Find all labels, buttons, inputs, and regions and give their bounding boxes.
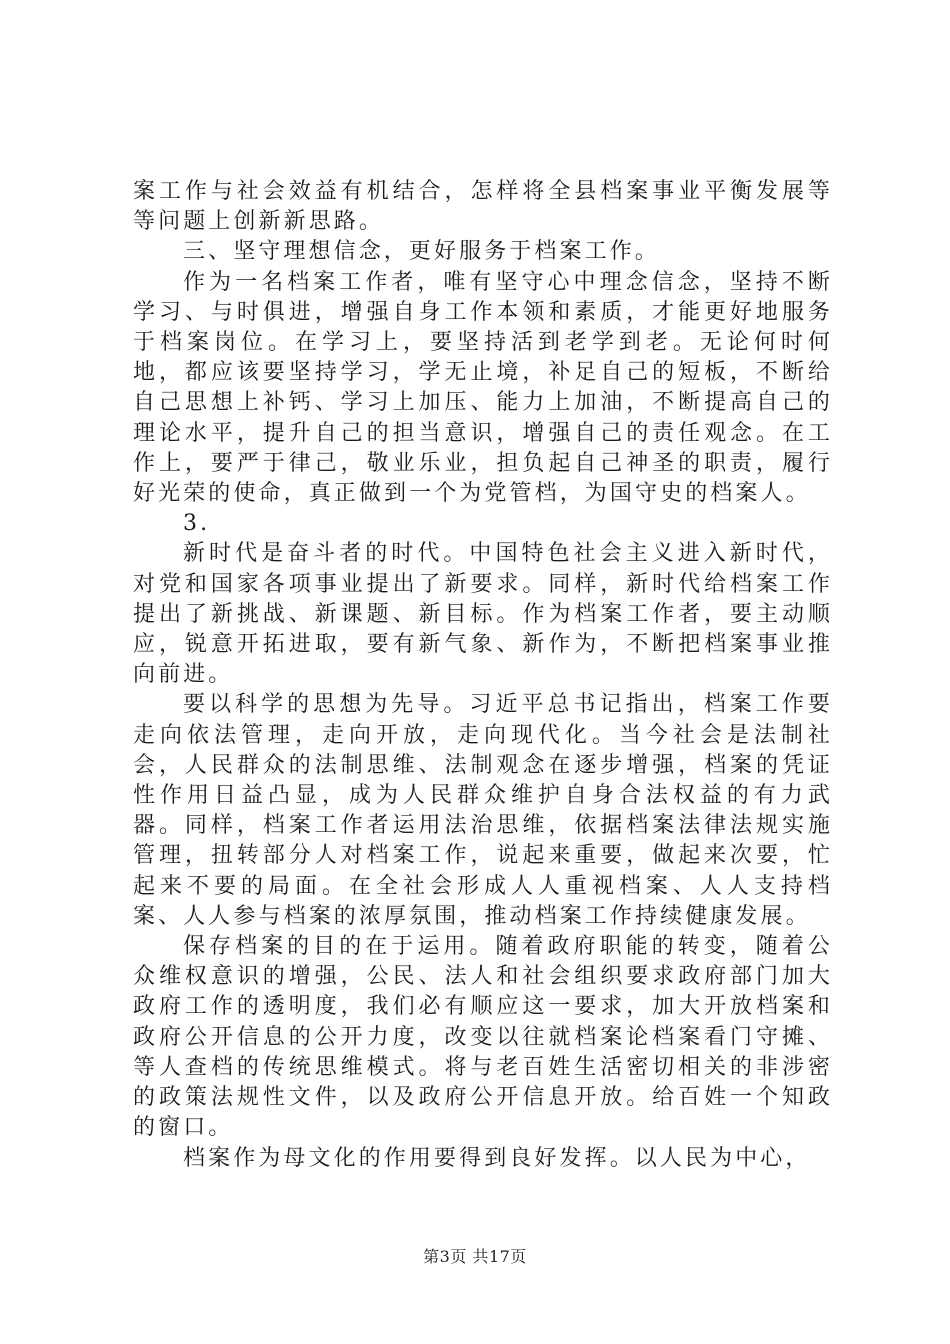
paragraph-mother-culture: 档案作为母文化的作用要得到良好发挥。以人民为中心， xyxy=(183,1145,811,1171)
paragraph-archivist-belief: 作为一名档案工作者，唯有坚守心中理念信念，坚持不断学习、与时俱进，增强自身工作本领和素质，才能更好地服务于档案岗位。在学习上，要坚持活到老学到老。无论何时何地，都应该要坚持学习，学无止境，补足自己的短板，不断给自己思想上补钙、学习上加压、能力上加油，不断提高自己的理论水平，提升自己的担当意识，增强自己的责任观念。在工作上，要严于律己，敬业乐业，担负起自己神圣的职责，履行好光荣的使命，真正做到一个为党管档，为国守史的档案人。 xyxy=(133,269,833,507)
section-number-three: 3. xyxy=(183,511,211,537)
page-number-footer: 第3页 共17页 xyxy=(423,1247,527,1266)
section-heading-three: 三、坚守理想信念，更好服务于档案工作。 xyxy=(183,239,660,265)
paragraph-continuation: 案工作与社会效益有机结合，怎样将全县档案事业平衡发展等等问题上创新新思路。 xyxy=(133,179,833,235)
paragraph-scientific-thought: 要以科学的思想为先导。习近平总书记指出，档案工作要走向依法管理，走向开放，走向现代化。当今社会是法制社会，人民群众的法制思维、法制观念在逐步增强，档案的凭证性作用日益凸显，成为人民群众维护自身合法权益的有力武器。同样，档案工作者运用法治思维，依据档案法律法规实施管理，扭转部分人对档案工作，说起来重要，做起来次要，忙起来不要的局面。在全社会形成人人重视档案、人人支持档案、人人参与档案的浓厚氛围，推动档案工作持续健康发展。 xyxy=(133,692,833,929)
paragraph-archive-usage: 保存档案的目的在于运用。随着政府职能的转变，随着公众维权意识的增强，公民、法人和社会组织要求政府部门加大政府工作的透明度，我们必有顺应这一要求，加大开放档案和政府公开信息的公开力度，改变以往就档案论档案看门守摊、等人查档的传统思维模式。将与老百姓生活密切相关的非涉密的政策法规性文件，以及政府公开信息开放。给百姓一个知政的窗口。 xyxy=(133,934,833,1141)
document-body xyxy=(133,177,833,1174)
paragraph-new-era: 新时代是奋斗者的时代。中国特色社会主义进入新时代，对党和国家各项事业提出了新要求。同样，新时代给档案工作提出了新挑战、新课题、新目标。作为档案工作者，要主动顺应，锐意开拓进取，要有新气象、新作为，不断把档案事业推向前进。 xyxy=(133,541,833,688)
